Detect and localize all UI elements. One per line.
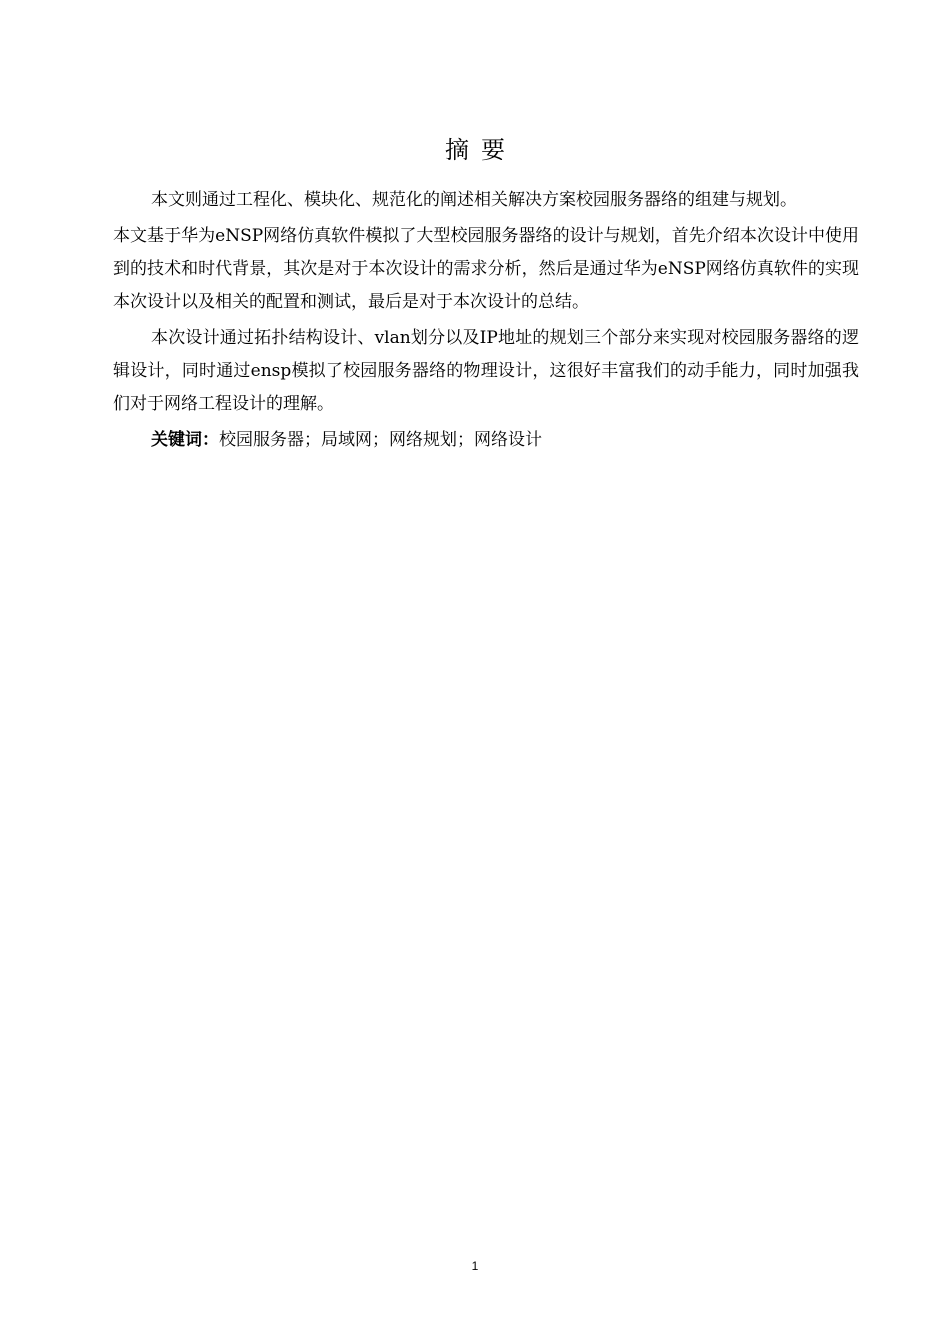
keywords-line bbox=[113, 424, 859, 457]
abstract-paragraph-3: 本次设计通过拓扑结构设计、vlan划分以及IP地址的规划三个部分来实现对校园服务器络的逻辑设计，同时通过ensp模拟了校园服务器络的物理设计，这很好丰富我们的动手能力，同时加强我们对于网络工程设计的理解。 bbox=[113, 328, 859, 414]
page-number: 1 bbox=[471, 1259, 479, 1273]
abstract-title-part2: 要 bbox=[481, 136, 505, 164]
abstract-paragraph-2: 本文基于华为eNSP网络仿真软件模拟了大型校园服务器络的设计与规划，首先介绍本次设计中使用到的技术和时代背景，其次是对于本次设计的需求分析，然后是通过华为eNSP网络仿真软件的实现本次设计以及相关的配置和测试，最后是对于本次设计的总结。 bbox=[113, 226, 859, 312]
abstract-title bbox=[0, 132, 950, 168]
abstract-body bbox=[113, 184, 859, 457]
abstract-paragraph-1: 本文则通过工程化、模块化、规范化的阐述相关解决方案校园服务器络的组建与规划。 bbox=[151, 190, 797, 210]
abstract-title-part1: 摘 bbox=[445, 136, 469, 164]
keywords-label: 关键词： bbox=[151, 430, 219, 450]
keywords-text: 校园服务器；局域网；网络规划；网络设计 bbox=[219, 430, 542, 450]
